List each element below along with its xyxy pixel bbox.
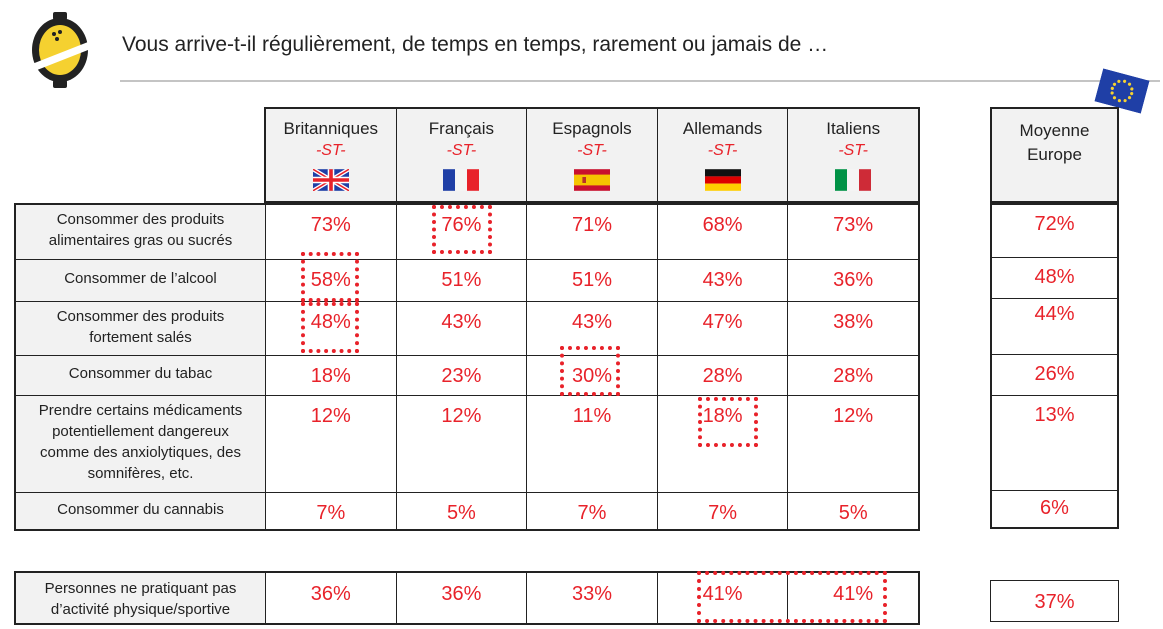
- france-flag-icon: [443, 169, 479, 191]
- value-cell: 43%: [397, 302, 528, 355]
- highlight-marker: [697, 571, 887, 623]
- column-name: Français: [428, 119, 494, 138]
- value-cell: 36%: [833, 269, 874, 291]
- column-header-italiens: [788, 109, 918, 201]
- average-cell: 6%: [992, 490, 1117, 527]
- value-cell: 33%: [527, 573, 658, 623]
- value-cell: 5%: [397, 493, 528, 529]
- value-cell: 30%: [527, 356, 658, 395]
- table-row: [16, 355, 918, 395]
- row-label: Consommer de l’alcool: [16, 260, 266, 301]
- column-name: Britanniques: [283, 119, 379, 138]
- value-cell: 47%: [658, 302, 789, 355]
- table-row: [16, 492, 918, 529]
- value-cell: 41%: [658, 573, 789, 623]
- table-row: [16, 259, 918, 301]
- average-table: [990, 203, 1119, 529]
- value-cell: 51%: [527, 260, 658, 301]
- column-tag: -ST-: [838, 142, 868, 159]
- column-tag: -ST-: [315, 142, 346, 159]
- value-cell: 28%: [833, 365, 874, 387]
- average-cell: 72%: [1034, 213, 1075, 235]
- value-cell: 12%: [266, 396, 397, 492]
- highlight-marker: [560, 346, 620, 396]
- brand-logo-icon: [30, 12, 90, 88]
- value-cell: 36%: [266, 573, 397, 623]
- value-cell: 5%: [838, 502, 868, 524]
- value-cell: 7%: [266, 493, 397, 529]
- average-cell: 48%: [992, 257, 1117, 298]
- value-cell: 68%: [658, 205, 789, 259]
- page-title: Vous arrive-t-il régulièrement, de temps en temps, rarement ou jamais de …: [122, 33, 829, 56]
- highlight-marker: [432, 205, 492, 254]
- row-label: Consommer des produits fortement salés: [16, 302, 266, 355]
- value-cell: 51%: [397, 260, 528, 301]
- value-cell: 73%: [266, 205, 397, 259]
- value-cell: 71%: [527, 205, 658, 259]
- column-header-allemands: [658, 109, 789, 201]
- column-header-britanniques: [266, 109, 397, 201]
- value-cell: 12%: [833, 405, 874, 427]
- column-header-espagnols: [527, 109, 658, 201]
- row-label: Consommer du tabac: [16, 356, 266, 395]
- table-row: [16, 395, 918, 492]
- germany-flag-icon: [705, 169, 741, 191]
- highlight-marker: [301, 302, 359, 353]
- row-label: Personnes ne pratiquant pas d’activité physique/sportive: [16, 573, 266, 623]
- value-cell: 73%: [833, 214, 874, 236]
- column-header-row: [264, 107, 920, 203]
- table-row: [16, 301, 918, 355]
- value-cell: 7%: [527, 493, 658, 529]
- column-tag: -ST-: [577, 142, 607, 159]
- column-name: Allemands: [682, 119, 763, 138]
- value-cell: 7%: [658, 493, 789, 529]
- average-cell: 13%: [992, 395, 1117, 490]
- value-cell: 11%: [527, 396, 658, 492]
- uk-flag-icon: [313, 169, 349, 191]
- column-name: Espagnols: [552, 119, 632, 138]
- value-cell: 58%: [266, 260, 397, 301]
- row-label: Consommer du cannabis: [16, 493, 266, 529]
- value-cell: 48%: [266, 302, 397, 355]
- spain-flag-icon: [574, 169, 610, 191]
- row-label: Consommer des produits alimentaires gras ou sucrés: [16, 205, 266, 259]
- value-cell: 43%: [527, 302, 658, 355]
- average-cell: 44%: [992, 298, 1117, 354]
- average-cell: 37%: [990, 580, 1119, 622]
- value-cell: 28%: [658, 356, 789, 395]
- highlight-marker: [698, 397, 758, 447]
- value-cell: 12%: [397, 396, 528, 492]
- column-tag: -ST-: [707, 142, 738, 159]
- value-cell: 23%: [397, 356, 528, 395]
- value-cell: 43%: [658, 260, 789, 301]
- column-header-francais: [397, 109, 528, 201]
- value-cell: 18%: [266, 356, 397, 395]
- value-cell: 18%: [658, 396, 789, 492]
- value-cell: 38%: [833, 311, 874, 333]
- column-tag: -ST-: [446, 142, 477, 159]
- row-label: Prendre certains médicaments potentiellement dangereux comme des anxiolytiques, des somnifères, etc.: [16, 396, 266, 492]
- average-column-header: Moyenne Europe: [990, 107, 1119, 203]
- value-cell: 41%: [833, 583, 874, 605]
- value-cell: 76%: [397, 205, 528, 259]
- italy-flag-icon: [835, 169, 871, 191]
- title-divider: [120, 80, 1160, 82]
- average-cell: 26%: [992, 354, 1117, 395]
- highlight-marker: [301, 252, 359, 302]
- column-name: Italiens: [826, 119, 881, 138]
- value-cell: 36%: [397, 573, 528, 623]
